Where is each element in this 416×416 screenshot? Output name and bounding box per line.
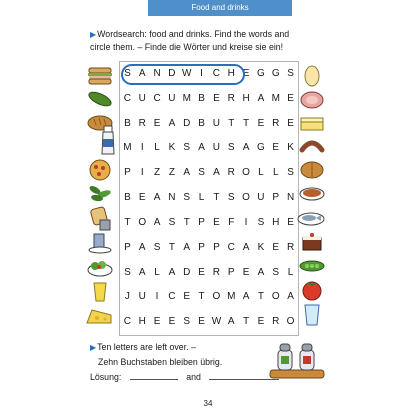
water-glass-icon [302, 302, 322, 328]
grid-cell[interactable]: E [213, 216, 220, 228]
instructions [90, 28, 330, 54]
grid-cell[interactable]: O [242, 192, 250, 204]
grid-cell[interactable]: A [287, 291, 294, 303]
grid-cell[interactable]: U [212, 117, 221, 129]
grid-cell[interactable]: S [168, 216, 176, 228]
grid-cell[interactable]: H [227, 68, 235, 79]
grid-cell[interactable]: S [287, 167, 294, 179]
grid-cell[interactable]: A [168, 266, 176, 278]
grid-cell[interactable]: H [138, 316, 146, 328]
cake-icon [298, 230, 326, 254]
grid-cell[interactable]: G [271, 68, 280, 79]
grid-cell[interactable]: L [154, 266, 160, 278]
grid-cell[interactable]: E [257, 316, 265, 328]
grid-cell[interactable]: G [257, 68, 265, 79]
grid-cell[interactable]: P [198, 216, 205, 228]
grid-cell[interactable]: A [242, 291, 250, 303]
grid-cell[interactable]: J [124, 291, 130, 303]
pizza-icon [86, 158, 114, 182]
grid-cell[interactable]: E [153, 316, 161, 328]
grid-cell[interactable]: M [227, 291, 236, 303]
grid-cell[interactable]: P [213, 241, 220, 253]
footer-line-1: Ten letters are left over. – [97, 342, 196, 352]
grid-cell[interactable]: A [168, 117, 176, 129]
grid-cell[interactable]: T [228, 117, 235, 129]
grid-cell[interactable]: I [155, 291, 159, 303]
grid-cell[interactable]: O [212, 291, 221, 303]
grid-cell[interactable]: U [212, 142, 221, 154]
grid-cell[interactable]: S [124, 266, 131, 278]
grid-cell[interactable]: R [227, 92, 235, 104]
grid-cell[interactable]: S [153, 241, 161, 253]
grid-cell[interactable]: O [138, 216, 147, 228]
grid-cell[interactable]: T [198, 291, 205, 303]
answer-blank-2[interactable] [209, 370, 279, 380]
grid-cell[interactable]: E [168, 316, 176, 328]
grid-cell[interactable]: O [286, 316, 295, 328]
grid-cell[interactable]: A [183, 167, 191, 179]
bullet-triangle-icon: ▶ [90, 30, 97, 39]
grid-cell[interactable]: E [138, 192, 146, 204]
grid-cell[interactable]: B [124, 192, 131, 204]
grid-cell[interactable]: C [153, 92, 161, 104]
grid-cell[interactable]: A [153, 192, 161, 204]
grid-cell[interactable]: K [287, 142, 294, 154]
grid-cell[interactable]: E [287, 117, 294, 129]
footer-instructions [90, 340, 222, 369]
grid-cell[interactable]: H [242, 92, 250, 104]
grid-cell[interactable]: L [154, 142, 160, 154]
grid-cell[interactable]: P [272, 192, 280, 204]
grid-cell[interactable]: B [198, 117, 205, 129]
grid-cell[interactable]: E [242, 68, 250, 79]
grid-cell[interactable]: W [211, 316, 222, 328]
peas-icon [298, 256, 326, 276]
grid-cell[interactable]: M [271, 92, 280, 104]
tomato-icon [300, 278, 324, 302]
grid-cell[interactable]: L [272, 167, 279, 179]
grid-cell[interactable]: M [182, 92, 191, 104]
grid-cell[interactable]: H [272, 216, 280, 228]
grid-cell[interactable]: D [183, 117, 191, 129]
grid-cell[interactable]: I [244, 216, 248, 228]
grid-cell[interactable]: U [138, 291, 146, 303]
grid-cell[interactable]: Z [154, 167, 161, 179]
grid-cell[interactable]: S [124, 68, 131, 79]
grid-cell[interactable]: E [198, 316, 205, 328]
footer-line-2: Zehn Buchstaben bleiben übrig. [98, 357, 223, 367]
sausage-icon [298, 134, 326, 158]
grid-cell[interactable]: P [227, 266, 235, 278]
grid-cell[interactable]: A [227, 316, 235, 328]
grid-cell[interactable]: N [168, 192, 176, 204]
grid-cell[interactable]: L [258, 167, 264, 179]
fish-icon [296, 206, 326, 228]
butter-icon [298, 112, 326, 134]
answer-label: Lösung: [90, 372, 122, 382]
bullet-triangle-icon: ▶ [90, 343, 97, 352]
cheese-icon [84, 306, 114, 328]
sandwich-icon [86, 64, 114, 86]
page-number: 34 [203, 399, 213, 408]
grid-cell[interactable]: C [227, 241, 235, 253]
grid-cell[interactable]: I [200, 68, 203, 79]
grid-cell[interactable]: P [198, 241, 205, 253]
grid-cell[interactable]: E [272, 241, 280, 253]
instructions-line-1: Wordsearch: food and drinks. Find the words and [97, 29, 290, 39]
section-header-tab: Food and drinks [148, 0, 292, 16]
grid-cell[interactable]: T [183, 216, 190, 228]
wordsearch-grid [120, 62, 298, 335]
grid-cell[interactable]: A [138, 68, 146, 79]
juice-icon [88, 280, 112, 304]
grid-cell[interactable]: T [168, 241, 175, 253]
grid-cell[interactable]: A [138, 266, 146, 278]
grid-cell[interactable]: E [287, 216, 294, 228]
grid-cell[interactable]: R [272, 117, 280, 129]
grid-cell[interactable]: M [123, 142, 132, 154]
ham-icon [298, 88, 326, 110]
grid-cell[interactable]: T [257, 291, 264, 303]
grid-cell[interactable]: U [168, 92, 176, 104]
grid-cell[interactable]: P [124, 167, 131, 179]
grid-cell[interactable]: N [286, 192, 295, 204]
grid-cell[interactable]: S [183, 142, 191, 154]
grid-cell[interactable]: A [242, 241, 250, 253]
grid-cell[interactable]: E [272, 142, 280, 154]
salad-icon [86, 256, 114, 278]
grid-cell[interactable]: B [124, 117, 131, 129]
grid-cell[interactable]: U [138, 92, 146, 104]
grid-cell[interactable]: R [227, 167, 235, 179]
grid-cell[interactable]: W [182, 68, 192, 79]
grid-cell[interactable]: E [198, 266, 205, 278]
grid-cell[interactable]: S [287, 68, 294, 79]
grid-cell[interactable]: U [257, 192, 265, 204]
toast-icon [88, 206, 114, 232]
grid-cell[interactable]: A [198, 142, 205, 154]
grid-cell[interactable]: C [123, 316, 132, 328]
beans-icon [86, 182, 114, 204]
grid-cell[interactable]: A [213, 167, 220, 179]
grid-cell[interactable]: A [138, 241, 146, 253]
grid-cell[interactable]: E [287, 92, 294, 104]
grid-cell[interactable]: A [242, 142, 250, 154]
grid-cell[interactable]: S [227, 192, 235, 204]
grid-cell[interactable]: S [198, 167, 205, 179]
grid-cell[interactable]: S [272, 266, 280, 278]
answer-blank-1[interactable] [130, 370, 178, 380]
grid-cell[interactable]: E [242, 266, 250, 278]
grid-cell[interactable]: C [123, 92, 132, 104]
pasta-icon [86, 232, 114, 254]
grid-cell[interactable]: R [138, 117, 146, 129]
grid-cell[interactable]: S [257, 216, 265, 228]
grid-cell[interactable]: K [168, 142, 176, 154]
roll-icon [298, 158, 326, 180]
grid-cell[interactable]: A [257, 92, 265, 104]
cucumber-icon [86, 88, 114, 110]
grid-cell[interactable]: K [257, 241, 265, 253]
grid-cell[interactable]: T [213, 192, 220, 204]
answer-line [90, 370, 285, 382]
grid-cell[interactable]: I [140, 167, 144, 179]
grid-cell[interactable]: C [168, 291, 176, 303]
grid-cell[interactable]: Z [168, 167, 175, 179]
grid-cell[interactable]: T [243, 316, 250, 328]
grid-cell[interactable]: O [242, 167, 250, 179]
grid-cell[interactable]: T [124, 216, 131, 228]
egg-icon [302, 62, 322, 88]
instructions-line-2: circle them. – Finde die Wörter und kreise sie ein! [90, 42, 284, 52]
grid-cell[interactable]: R [286, 241, 295, 253]
and-label: and [186, 372, 201, 382]
grid-cell[interactable]: C [212, 68, 221, 79]
grid-cell[interactable]: R [272, 316, 280, 328]
grid-cell[interactable]: D [183, 266, 191, 278]
grid-cell[interactable]: E [257, 117, 265, 129]
grid-cell[interactable]: I [140, 142, 144, 154]
grid-cell[interactable]: E [183, 291, 191, 303]
grid-cell[interactable]: A [257, 266, 265, 278]
grid-cell[interactable]: E [213, 92, 220, 104]
grid-cell[interactable]: P [124, 241, 131, 253]
grid-cell[interactable]: G [257, 142, 265, 154]
grid-cell[interactable]: A [183, 241, 191, 253]
grid-cell[interactable]: R [212, 266, 221, 278]
grid-cell[interactable]: T [243, 117, 250, 129]
grid-cell[interactable]: D [168, 68, 176, 79]
grid-cell[interactable]: O [271, 291, 280, 303]
soup-icon [298, 182, 326, 204]
grid-cell[interactable]: S [183, 192, 191, 204]
grid-cell[interactable]: B [198, 92, 205, 104]
grid-cell[interactable]: F [228, 216, 235, 228]
grid-cell[interactable]: S [183, 316, 191, 328]
grid-cell[interactable]: N [153, 68, 161, 79]
found-word-circle [121, 64, 245, 85]
grid-cell[interactable]: L [287, 266, 294, 278]
grid-cell[interactable]: E [153, 117, 161, 129]
grid-cell[interactable]: A [153, 216, 161, 228]
milk-bottle-icon [98, 124, 118, 156]
grid-cell[interactable]: L [198, 192, 205, 204]
grid-cell[interactable]: S [227, 142, 235, 154]
